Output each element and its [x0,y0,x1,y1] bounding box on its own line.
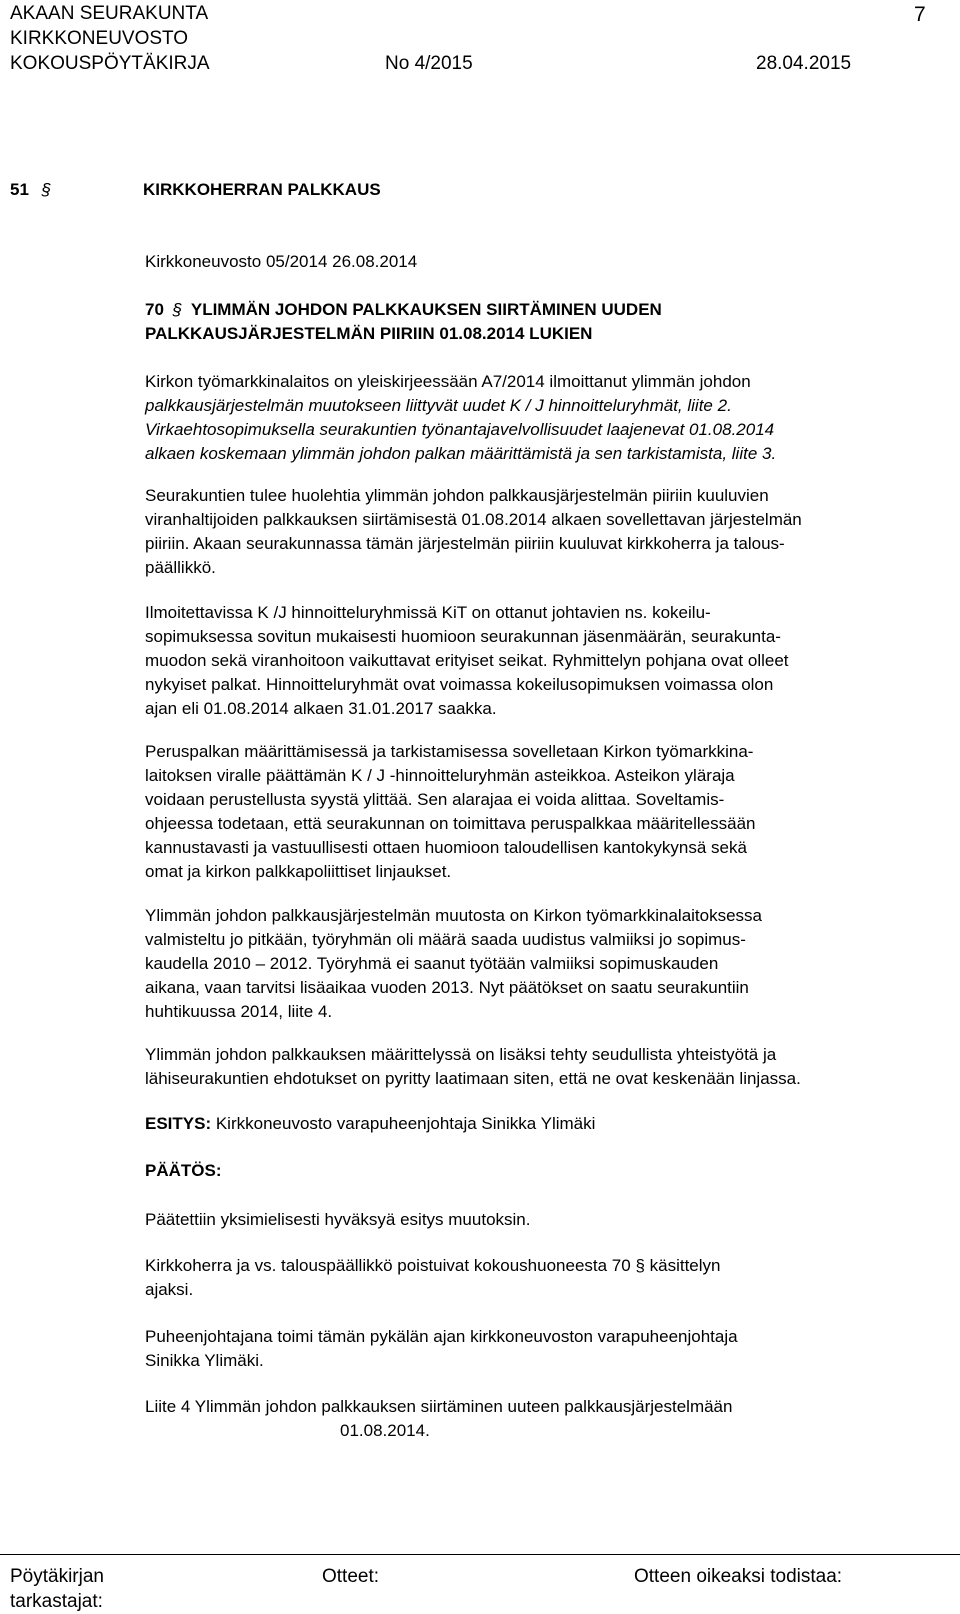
footer-certified: Otteen oikeaksi todistaa: [634,1566,843,1587]
text-line: palkkausjärjestelmän muutokseen liittyvät uudet K / J hinnoitteluryhmät, liite 2. [145,396,732,415]
text-line: Seurakuntien tulee huolehtia ylimmän johdon palkkausjärjestelmän piiriin kuuluvien [145,486,769,505]
text-line: kaudella 2010 – 2012. Työryhmä ei saanut työtään valmiiksi sopimuskauden [145,954,719,973]
earlier-item-number: 70 [145,300,164,319]
earlier-item-title-line2: PALKKAUSJÄRJESTELMÄN PIIRIIN 01.08.2014 LUKIEN [145,324,593,343]
earlier-item-heading [145,301,662,318]
proposal [145,1112,930,1136]
footer-checkers [10,1564,104,1614]
footer-divider [0,1554,960,1555]
earlier-meeting: Kirkkoneuvosto 05/2014 26.08.2014 [145,252,418,271]
page-number: 7 [914,3,926,26]
text-line: Kirkon työmarkkinalaitos on yleiskirjeessään A7/2014 ilmoittanut ylimmän johdon [145,372,751,391]
text-line: lähiseurakuntien ehdotukset on pyritty laatimaan siten, että ne ovat keskenään linjassa. [145,1069,801,1088]
section-heading [10,180,381,199]
paragraph-6 [145,1043,930,1091]
decision-label: PÄÄTÖS: [145,1161,222,1180]
text-line: ajaksi. [145,1280,194,1299]
text-line: ajan eli 01.08.2014 alkaen 31.01.2017 saakka. [145,699,497,718]
text-line: Ylimmän johdon palkkauksen määrittelyssä on lisäksi tehty seudullista yhteistyötä ja [145,1045,777,1064]
text-line: valmisteltu jo pitkään, työryhmän oli määrä saada uudistus valmiiksi jo sopimus- [145,930,746,949]
text-line: muodon sekä viranhoitoon vaikuttavat erityiset seikat. Ryhmittelyn pohjana ovat olleet [145,651,789,670]
header-body: KIRKKONEUVOSTO [10,28,189,49]
proposal-line [145,1112,930,1136]
text-line: Puheenjohtajana toimi tämän pykälän ajan kirkkoneuvoston varapuheenjohtaja [145,1327,738,1346]
text-line: Virkaehtosopimuksella seurakuntien työnantajavelvollisuudet laajenevat 01.08.2014 [145,420,775,439]
attachment-line-2: 01.08.2014. [340,1421,430,1440]
text-line: Ylimmän johdon palkkausjärjestelmän muutosta on Kirkon työmarkkinalaitoksessa [145,906,763,925]
text-line: sopimuksessa sovitun mukaisesti huomioon seurakunnan jäsenmäärän, seurakunta- [145,627,781,646]
footer-extracts: Otteet: [322,1566,380,1587]
note-1 [145,1254,930,1302]
earlier-item-title: YLIMMÄN JOHDON PALKKAUKSEN SIIRTÄMINEN UUDEN [190,300,662,319]
header-date: 28.04.2015 [756,53,852,74]
text-line: alkaen koskemaan ylimmän johdon palkan määrittämistä ja sen tarkistamista, liite 3. [145,444,777,463]
earlier-item-symbol: § [172,300,183,319]
text-line: omat ja kirkon palkkapoliittiset linjaukset. [145,862,452,881]
text-line: kannustavasti ja vastuullisesti ottaen huomioon taloudellisen kantokykynsä sekä [145,838,747,857]
text-line: päällikkö. [145,558,216,577]
header-org: AKAAN SEURAKUNTA [10,3,209,24]
note-2 [145,1325,930,1373]
attachment [145,1395,930,1443]
text-line: Sinikka Ylimäki. [145,1351,264,1370]
paragraph-5 [145,904,930,1024]
text-line: Peruspalkan määrittämisessä ja tarkistamisessa sovelletaan Kirkon työmarkkina- [145,742,754,761]
attachment-line-1: Liite 4 Ylimmän johdon palkkauksen siirtäminen uuteen palkkausjärjestelmään [145,1397,733,1416]
footer-checkers-line2: tarkastajat: [10,1591,103,1612]
proposal-text: Kirkkoneuvosto varapuheenjohtaja Sinikka Ylimäki [211,1114,596,1133]
text-line: piiriin. Akaan seurakunnassa tämän järjestelmän piiriin kuuluvat kirkkoherra ja talous- [145,534,785,553]
text-line: ohjeessa todetaan, että seurakunnan on toimittava peruspalkkaa määritellessään [145,814,756,833]
paragraph-2 [145,484,930,580]
text-line: nykyiset palkat. Hinnoitteluryhmät ovat voimassa kokeilusopimuksen voimassa olon [145,675,774,694]
text-line: Ilmoitettavissa K /J hinnoitteluryhmissä KiT on ottanut johtavien ns. kokeilu- [145,603,711,622]
text-line: Kirkkoherra ja vs. talouspäällikkö poistuivat kokoushuoneesta 70 § käsittelyn [145,1256,721,1275]
paragraph-3 [145,601,930,721]
section-symbol: § [41,180,52,199]
text-line: huhtikuussa 2014, liite 4. [145,1002,333,1021]
text-line: voidaan perustellusta syystä ylittää. Sen alarajaa ei voida alittaa. Soveltamis- [145,790,725,809]
header-number: No 4/2015 [385,53,473,74]
header-doc-type: KOKOUSPÖYTÄKIRJA [10,53,210,74]
text-line: laitoksen viralle päättämän K / J -hinnoitteluryhmän asteikkoa. Asteikon yläraja [145,766,735,785]
paragraph-4 [145,740,930,884]
section-number: 51 [10,180,29,199]
decision-text: Päätettiin yksimielisesti hyväksyä esitys muutoksin. [145,1210,531,1229]
text-line: viranhaltijoiden palkkauksen siirtämisestä 01.08.2014 alkaen sovellettavan järjestelmän [145,510,802,529]
proposal-label: ESITYS: [145,1114,212,1133]
paragraph-1 [145,370,930,466]
text-line: aikana, vaan tarvitsi lisäaikaa vuoden 2013. Nyt päätökset on saatu seurakuntiin [145,978,749,997]
section-title: KIRKKOHERRAN PALKKAUS [143,180,381,199]
footer-checkers-line1: Pöytäkirjan [10,1566,104,1587]
